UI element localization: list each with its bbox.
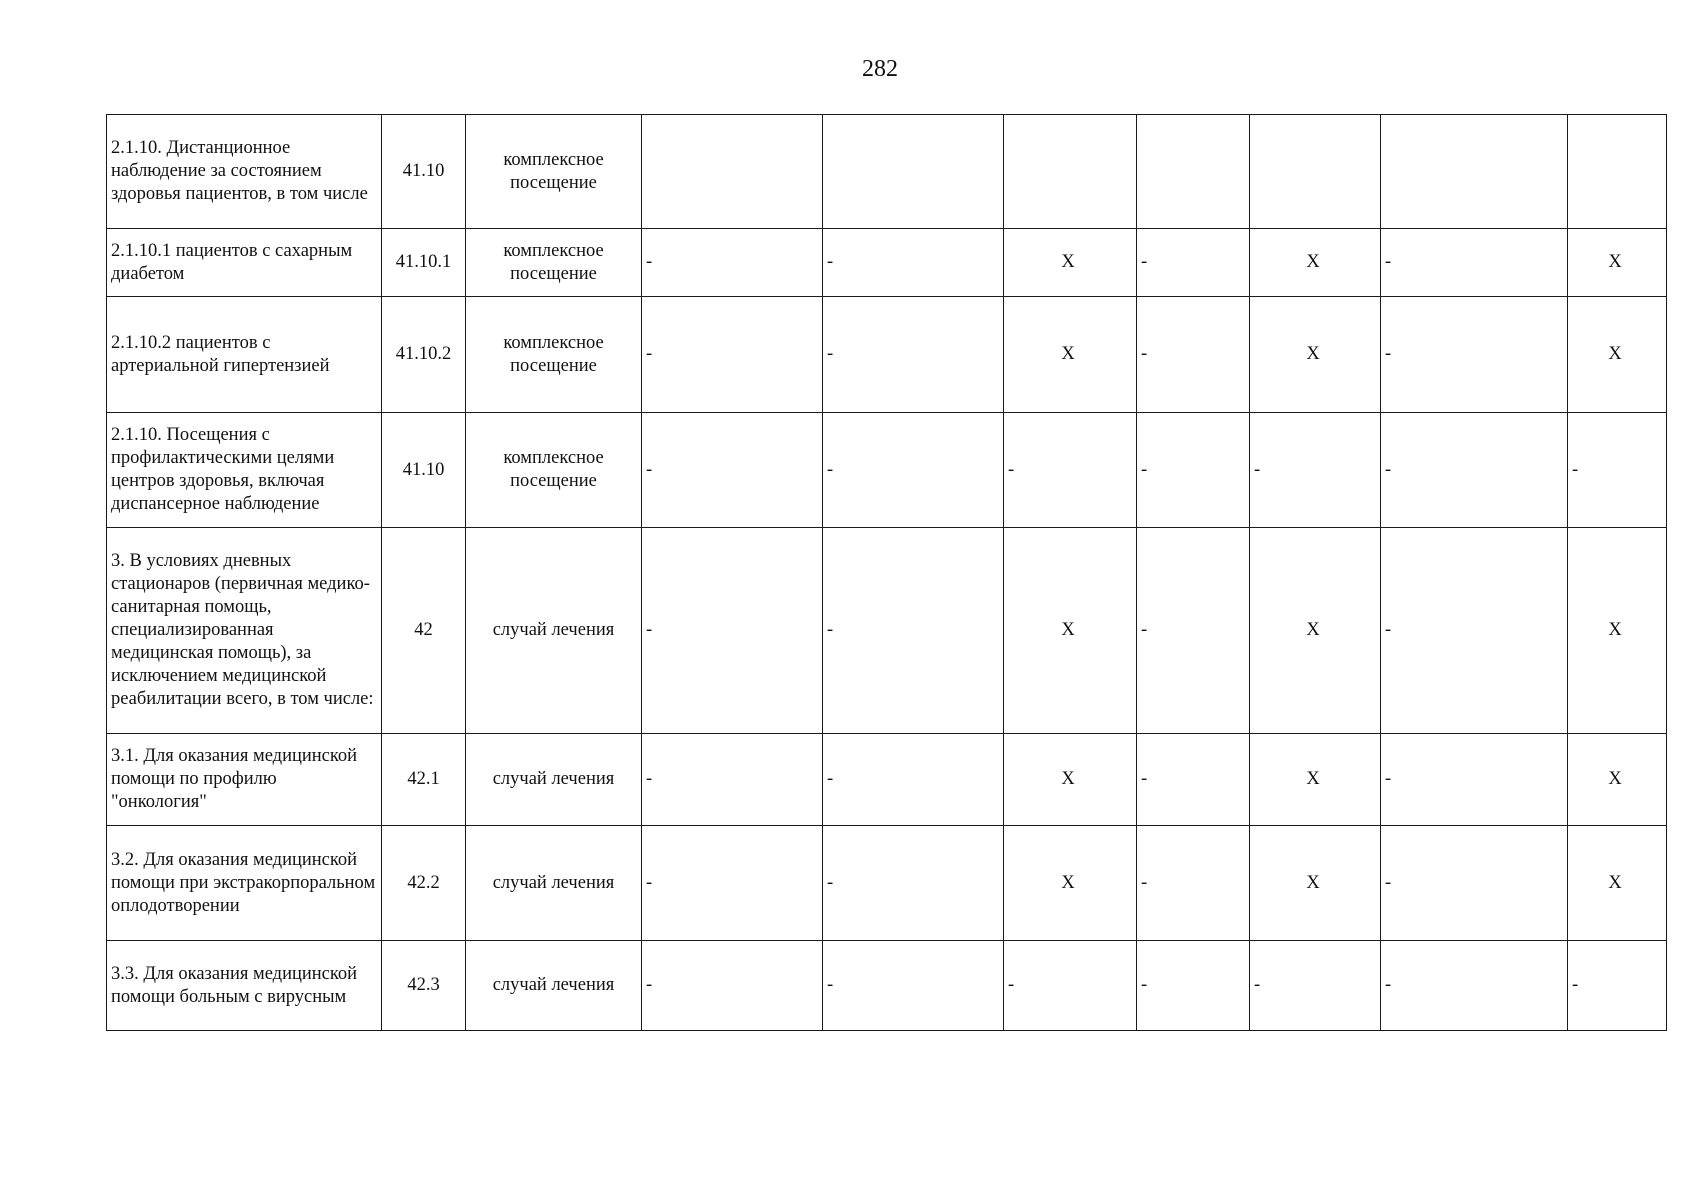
value-cell: -	[642, 528, 823, 734]
table-row	[107, 413, 1667, 528]
row-unit: случай лечения	[466, 734, 642, 826]
row-name: 3.1. Для оказания медицинской помощи по профилю "онкология"	[107, 734, 382, 826]
value-cell: -	[1004, 413, 1137, 528]
value-cell	[1250, 115, 1381, 229]
value-cell: -	[642, 229, 823, 297]
row-code: 42.2	[382, 826, 466, 941]
value-cell: X	[1250, 826, 1381, 941]
value-cell: -	[1250, 413, 1381, 528]
value-cell: -	[823, 297, 1004, 413]
value-cell: -	[823, 229, 1004, 297]
row-unit: случай лечения	[466, 941, 642, 1031]
value-cell	[1568, 115, 1667, 229]
value-cell: -	[1250, 941, 1381, 1031]
value-cell: -	[1381, 297, 1568, 413]
value-cell: -	[642, 941, 823, 1031]
value-cell: X	[1250, 229, 1381, 297]
value-cell: -	[1137, 941, 1250, 1031]
value-cell: X	[1250, 297, 1381, 413]
value-cell: -	[1568, 413, 1667, 528]
table-row	[107, 528, 1667, 734]
value-cell: -	[1381, 734, 1568, 826]
value-cell: -	[1137, 734, 1250, 826]
value-cell	[1381, 115, 1568, 229]
value-cell	[642, 115, 823, 229]
row-name: 2.1.10.2 пациентов с артериальной гипертензией	[107, 297, 382, 413]
value-cell	[823, 115, 1004, 229]
row-name: 2.1.10. Посещения с профилактическими целями центров здоровья, включая диспансерное наблюдение	[107, 413, 382, 528]
table-row	[107, 734, 1667, 826]
value-cell: -	[1004, 941, 1137, 1031]
row-name: 3.3. Для оказания медицинской помощи больным с вирусным	[107, 941, 382, 1031]
row-code: 42.1	[382, 734, 466, 826]
row-unit: комплексное посещение	[466, 297, 642, 413]
value-cell	[1137, 115, 1250, 229]
value-cell: X	[1568, 297, 1667, 413]
value-cell: -	[823, 528, 1004, 734]
row-code: 41.10	[382, 115, 466, 229]
data-table	[106, 114, 1667, 1031]
row-name: 3.2. Для оказания медицинской помощи при экстракорпоральном оплодотворении	[107, 826, 382, 941]
value-cell: -	[1381, 528, 1568, 734]
value-cell: -	[1381, 941, 1568, 1031]
value-cell: -	[642, 297, 823, 413]
value-cell	[1004, 115, 1137, 229]
value-cell: X	[1568, 826, 1667, 941]
table-row	[107, 229, 1667, 297]
value-cell: -	[642, 413, 823, 528]
row-code: 42	[382, 528, 466, 734]
table-row	[107, 297, 1667, 413]
value-cell: -	[642, 826, 823, 941]
row-unit: комплексное посещение	[466, 413, 642, 528]
value-cell: -	[1381, 229, 1568, 297]
row-code: 41.10	[382, 413, 466, 528]
value-cell: -	[823, 826, 1004, 941]
row-code: 41.10.1	[382, 229, 466, 297]
value-cell: X	[1004, 528, 1137, 734]
value-cell: -	[1381, 826, 1568, 941]
value-cell: -	[1137, 528, 1250, 734]
row-code: 42.3	[382, 941, 466, 1031]
value-cell: -	[1137, 229, 1250, 297]
value-cell: -	[642, 734, 823, 826]
value-cell: X	[1004, 734, 1137, 826]
table-row	[107, 826, 1667, 941]
value-cell: -	[823, 413, 1004, 528]
row-unit: комплексное посещение	[466, 115, 642, 229]
value-cell: X	[1568, 528, 1667, 734]
value-cell: -	[1568, 941, 1667, 1031]
row-name: 2.1.10. Дистанционное наблюдение за состоянием здоровья пациентов, в том числе	[107, 115, 382, 229]
value-cell: X	[1568, 734, 1667, 826]
value-cell: X	[1004, 826, 1137, 941]
value-cell: X	[1004, 297, 1137, 413]
value-cell: X	[1004, 229, 1137, 297]
page-number: 282	[862, 56, 898, 82]
row-unit: комплексное посещение	[466, 229, 642, 297]
value-cell: X	[1250, 734, 1381, 826]
row-code: 41.10.2	[382, 297, 466, 413]
value-cell: -	[1381, 413, 1568, 528]
row-name: 3. В условиях дневных стационаров (первичная медико-санитарная помощь, специализированная медицинская помощь), за исключением медицинской реабилитации всего, в том числе:	[107, 528, 382, 734]
table-row	[107, 115, 1667, 229]
value-cell: X	[1250, 528, 1381, 734]
value-cell: -	[823, 941, 1004, 1031]
value-cell: -	[1137, 826, 1250, 941]
value-cell: -	[1137, 297, 1250, 413]
value-cell: X	[1568, 229, 1667, 297]
value-cell: -	[1137, 413, 1250, 528]
table-row	[107, 941, 1667, 1031]
row-unit: случай лечения	[466, 528, 642, 734]
row-name: 2.1.10.1 пациентов с сахарным диабетом	[107, 229, 382, 297]
row-unit: случай лечения	[466, 826, 642, 941]
value-cell: -	[823, 734, 1004, 826]
